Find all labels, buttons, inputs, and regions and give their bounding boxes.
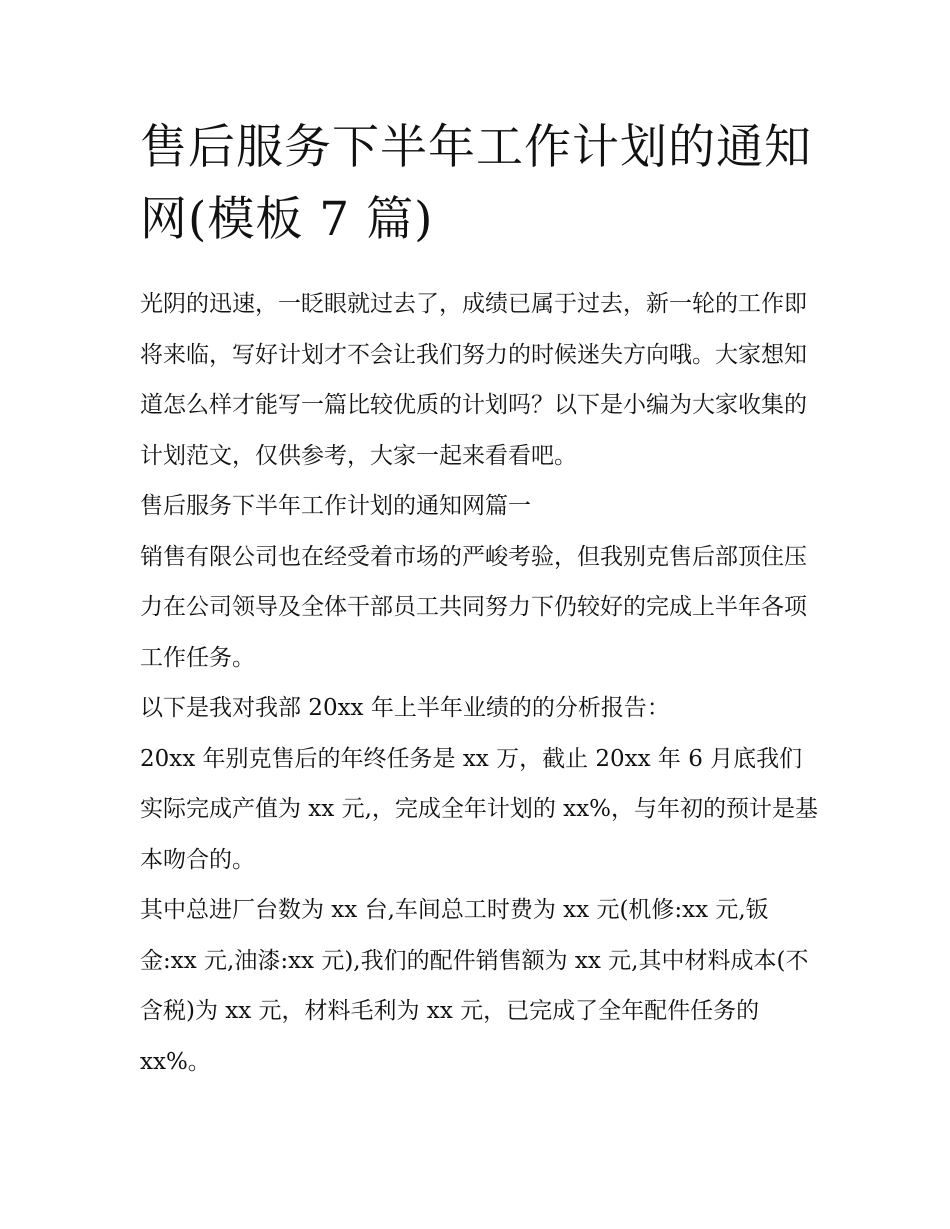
document-body	[140, 279, 820, 1087]
paragraph-intro: 光阴的迅速，一眨眼就过去了，成绩已属于过去，新一轮的工作即将来临，写好计划才不会让我们努力的时候迷失方向哦。大家想知道怎么样才能写一篇比较优质的计划吗？以下是小编为大家收集的计划范文，仅供参考，大家一起来看看吧。	[140, 291, 807, 469]
section-heading: 售后服务下半年工作计划的通知网篇一	[140, 493, 531, 519]
document-title: 售后服务下半年工作计划的通知网(模板 7 篇)	[140, 120, 812, 247]
paragraph-details: 其中总进厂台数为 xx 台,车间总工时费为 xx 元(机修:xx 元,钣金:xx 元,油漆:xx 元),我们的配件销售额为 xx 元,其中材料成本(不含税)为 xx 元，材料毛利为 xx 元，已完成了全年配件任务的 xx%。	[140, 897, 809, 1075]
paragraph-report-intro: 以下是我对我部 20xx 年上半年业绩的的分析报告：	[140, 695, 670, 721]
paragraph-annual-task: 20xx 年别克售后的年终任务是 xx 万，截止 20xx 年 6 月底我们实际完成产值为 xx 元,，完成全年计划的 xx%，与年初的预计是基本吻合的。	[140, 745, 818, 873]
paragraph-summary: 销售有限公司也在经受着市场的严峻考验，但我别克售后部顶住压力在公司领导及全体干部员工共同努力下仍较好的完成上半年各项工作任务。	[140, 543, 807, 671]
